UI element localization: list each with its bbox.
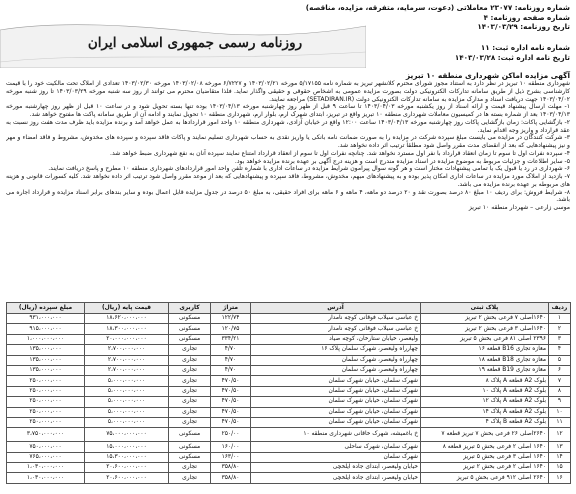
- cell-row-number: ۱۵: [549, 463, 571, 473]
- cell-address: شهرک سلمان، شهرک ساحلی: [251, 442, 421, 452]
- cell-plate: ۱۶۴۰اصلی ۷ فرعی بخش ۲ تبریز: [421, 314, 549, 324]
- column-header-area: متراژ: [211, 303, 251, 314]
- table-row: [7, 428, 571, 442]
- cell-usage: تجاری: [169, 417, 211, 427]
- notice-paragraph: ۶- شهرداری در رد یا قبول یک یا تمامی پیشنهادات مختار است و هر گونه سوال پیرامون شرایط مزایده در ساعات اداری با شماره تلفن واحد امور قراردادهای شهرداری منطقه ۱۰ مطرح و پاسخ دریافت نمایند.: [48, 165, 570, 173]
- cell-usage: مسکونی: [169, 334, 211, 344]
- cell-plate: مغازه تجاری B18 قطعه ۱۸: [421, 355, 549, 365]
- cell-base-price: ۱۸،۶۲۰،۰۰۰،۰۰۰: [85, 314, 169, 324]
- column-header-usage: کاربری: [169, 303, 211, 314]
- cell-usage: تجاری: [169, 386, 211, 396]
- cell-row-number: ۱۴: [549, 452, 571, 462]
- cell-base-price: ۲۰،۶۰۰،۰۰۰،۰۰۰: [85, 473, 169, 483]
- cell-row-number: ۱۶: [549, 473, 571, 483]
- cell-row-number: ۵: [549, 355, 571, 365]
- cell-address: چهارراه ولیعصر، شهرک سلمان: [251, 355, 421, 365]
- cell-plate: مغازه تجاری B16 قطعه ۱۶: [421, 345, 549, 355]
- cell-area: ۴۷۰/۵۰: [211, 397, 251, 407]
- cell-area: ۴۷۰/۵۰: [211, 386, 251, 396]
- cell-usage: مسکونی: [169, 442, 211, 452]
- cell-address: چهارراه ولیعصر، شهرک سلمان: [251, 365, 421, 375]
- properties-table-header: [7, 303, 571, 314]
- cell-usage: تجاری: [169, 473, 211, 483]
- table-row: [7, 334, 571, 344]
- cell-area: ۳۵۸/۸۰: [211, 473, 251, 483]
- cell-address: چهارراه ولیعصر، شهرک سلمان پلاک ۱۶: [251, 345, 421, 355]
- cell-usage: تجاری: [169, 407, 211, 417]
- cell-row-number: ۳: [549, 334, 571, 344]
- cell-usage: تجاری: [169, 376, 211, 386]
- cell-address: خیابان ولیعصر، ابتدای جاده ایلخچی: [251, 463, 421, 473]
- cell-area: ۳۳۴/۲۱: [211, 334, 251, 344]
- cell-base-price: ۲۰،۶۰۰،۰۰۰،۰۰۰: [85, 463, 169, 473]
- cell-plate: بلوک A2 قطعه A پلاک ۱۲: [421, 397, 549, 407]
- cell-plate: بلوک A2 قطعه A پلاک ۱۰: [421, 386, 549, 396]
- cell-area: ۴۷۰/۵۰: [211, 407, 251, 417]
- registration-letter-date: تاریخ نامه اداره ثبت: ۱۴۰۳/۰۳/۲۸: [454, 52, 570, 62]
- cell-deposit: ۱،۰۳۰،۰۰۰،۰۰۰: [7, 463, 85, 473]
- cell-deposit: ۲۵۰،۰۰۰،۰۰۰: [7, 397, 85, 407]
- cell-plate: ۱۶۴۰ اصلی ۲ فرعی بخش ۲ تبریز: [421, 463, 549, 473]
- cell-area: ۱۶۳/۰۰: [211, 452, 251, 462]
- cell-base-price: ۲،۷۰۰،۰۰۰،۰۰۰: [85, 345, 169, 355]
- notice-title: آگهی مزایده اماکن شهرداری منطقه ۱۰ تبریز: [405, 71, 570, 80]
- table-row: [7, 397, 571, 407]
- cell-address: شهرک سلمان، خیابان شهرک سلمان: [251, 407, 421, 417]
- table-row: [7, 376, 571, 386]
- cell-usage: تجاری: [169, 463, 211, 473]
- cell-usage: تجاری: [169, 345, 211, 355]
- cell-deposit: ۲۵۰،۰۰۰،۰۰۰: [7, 376, 85, 386]
- cell-area: ۱۲۰/۷۵: [211, 324, 251, 334]
- cell-deposit: ۲۵۰،۰۰۰،۰۰۰: [7, 386, 85, 396]
- table-row: [7, 355, 571, 365]
- cell-base-price: ۵،۰۰۰،۰۰۰،۰۰۰: [85, 397, 169, 407]
- table-row: [7, 386, 571, 396]
- newspaper-date: تاریخ روزنامه: ۱۴۰۳/۰۳/۲۹: [477, 22, 570, 32]
- cell-usage: مسکونی: [169, 324, 211, 334]
- table-row: [7, 365, 571, 375]
- cell-address: ولیعصر، خیابان ستارخان، کوچه صیاد: [251, 334, 421, 344]
- newspaper-number: شماره روزنامه: ۲۳۰۷۷ معاملاتی (دعوت، سرمایه، متفرقه، مزایده، مناقصه): [305, 3, 570, 12]
- cell-usage: تجاری: [169, 397, 211, 407]
- properties-table-body: [7, 314, 571, 484]
- notice-body: [6, 80, 570, 302]
- table-row: [7, 345, 571, 355]
- cell-address: شهرک سلمان، خیابان شهرک سلمان: [251, 386, 421, 396]
- cell-usage: مسکونی: [169, 452, 211, 462]
- notice-signature: موسی زارعی – شهردار منطقه ۱۰ تبریز: [468, 204, 570, 212]
- column-header-plate: پلاک ثبتی: [421, 303, 549, 314]
- table-row: [7, 314, 571, 324]
- cell-address: خ عباسی سیلاب فوقانی کوچه نامدار: [251, 314, 421, 324]
- cell-address: شهرک سلمان، خیابان شهرک سلمان: [251, 397, 421, 407]
- cell-plate: ۲۶۴۰اصلی ۲۶ فرعی بخش ۷ تبریز قطعه ۷: [421, 428, 549, 442]
- cell-plate: ۲۳۹۶ اصلی ۸۱ فرعی بخش ۵ تبریز: [421, 334, 549, 344]
- cell-row-number: ۷: [549, 376, 571, 386]
- cell-plate: بلوک A2 قطعه B پلاک ۴: [421, 417, 549, 427]
- registration-meta: [270, 43, 570, 62]
- cell-deposit: ۷۶۵،۰۰۰،۰۰۰: [7, 452, 85, 462]
- notice-paragraph: ۱- مهلت ارسال پیشنهاد قیمت و ارائه اسناد از روز یکشنبه مورخه ۱۴۰۳/۰۴/۰۳ تا ساعت ۹ قبل از ظهر روز چهارشنبه مورخه ۱۴۰۳/۰۴/۱۳ بوده تنها بسته تحویل شود و در ساعت ۱۰ قبل از ظهر روز چهارشنبه مورخه ۱۴۰۳/۰۴/۱۳ بعد از شماره بسته ها در کمیسیون معاملات شهرداری منطقه ۱۰ تبریز واقع در تبریز، ابتدای شهرک ارم، بلوار ارم، شهرداری منطقه ۱۰ تحویل نمایند و ادامه آن از طریق سامانه پاکت ها مفتوح خواهد شد.: [6, 103, 570, 119]
- cell-base-price: ۲،۷۰۰،۰۰۰،۰۰۰: [85, 365, 169, 375]
- cell-area: ۴۷۰/۵۰: [211, 376, 251, 386]
- cell-area: ۳۵۸/۸۰: [211, 463, 251, 473]
- cell-row-number: ۸: [549, 386, 571, 396]
- table-row: [7, 473, 571, 483]
- cell-usage: تجاری: [169, 365, 211, 375]
- cell-area: ۱۲۲/۷۴: [211, 314, 251, 324]
- cell-plate: ۱۶۴۰اصلی ۳ فرعی بخش ۲ تبریز: [421, 324, 549, 334]
- cell-plate: ۲۶۴۰ اصلی ۹۱۲ فرعی بخش ۵ تبریز: [421, 473, 549, 483]
- notice-paragraph: ۴- سپرده نفرات اول تا سوم تا زمان انعقاد قرارداد با نفر اول مسترد نخواهد شد. چنانچه نفرات اول تا سوم از انعقاد قرارداد امتناع نمایند سپرده آنان به نفع شهرداری ضبط خواهد شد.: [110, 149, 570, 157]
- cell-base-price: ۵،۰۰۰،۰۰۰،۰۰۰: [85, 386, 169, 396]
- cell-area: ۴۷۰/۵۰: [211, 417, 251, 427]
- cell-address: خ باغمیشه، شهرک خاقانی شهرداری منطقه ۱۰: [251, 428, 421, 442]
- cell-row-number: ۱۳: [549, 442, 571, 452]
- cell-deposit: ۹۳۱،۰۰۰،۰۰۰: [7, 314, 85, 324]
- column-header-base-price: قیمت پایه (ریال): [85, 303, 169, 314]
- cell-area: ۴/۷۰: [211, 345, 251, 355]
- properties-table: [6, 302, 571, 484]
- cell-row-number: ۹: [549, 397, 571, 407]
- notice-paragraph: شهرداری منطقه ۱۰ تبریز در نظر دارد به استناد مجوز شورای محترم کلانشهر تبریز به شماره نامه ۵/۱۷۱۵۵ مورخه ۱۴۰۳/۰۲/۲۱ و ۶/۷۲۲۷ مورخه ۱۴۰۳/۰۲/۰۸ مورخه ۱۴۰۳/۰۲/۳۰ تعدادی از املاک تحت مالکیت خود را با قیمت کارشناسی بشرح ذیل از طریق سامانه تدارکات الکترونیکی دولت بصورت مزایده عمومی به اشخاص حقوقی و حقیقی واگذار نماید. فلذا متقاضیان محترم می توانند از روز سه شنبه مورخه ۱۴۰۳/۰۳/۲۹ تا روز شنبه مورخه ۱۴۰۳/۰۴/۰۲ جهت دریافت اسناد و مدارک مزایده به سامانه تدارکات الکترونیکی دولت (SETADIRAN.IR) مراجعه نمایند.: [6, 80, 570, 103]
- cell-deposit: ۷۵۰،۰۰۰،۰۰۰: [7, 442, 85, 452]
- column-header-row: ردیف: [549, 303, 571, 314]
- cell-row-number: ۶: [549, 365, 571, 375]
- cell-deposit: ۲۵۰،۰۰۰،۰۰۰: [7, 417, 85, 427]
- cell-area: ۴/۷۰: [211, 355, 251, 365]
- gazette-title: روزنامه رسمی جمهوری اسلامی ایران: [87, 35, 303, 51]
- cell-row-number: ۴: [549, 345, 571, 355]
- cell-row-number: ۱: [549, 314, 571, 324]
- cell-usage: تجاری: [169, 355, 211, 365]
- cell-row-number: ۱۲: [549, 428, 571, 442]
- cell-row-number: ۱۱: [549, 417, 571, 427]
- cell-base-price: ۱۸،۳۰۰،۰۰۰،۰۰۰: [85, 324, 169, 334]
- notice-paragraph: ۷- بازدید از املاک مورد مزایده در ساعات اداری امکان پذیر بوده و به پیشنهادهای مبهم، مخدوش، مشروط، فاقد سپرده و پیشنهادهایی که بعد از موعد مقرر واصل شود ترتیب اثر داده نخواهد شد. کلیه کسورات قانونی و هزینه های مربوطه بر عهده برنده مزایده می باشد.: [6, 173, 570, 188]
- cell-plate: ۱۶۴۰ اصلی ۲ فرعی بخش ۵ تبریز قطعه ۸: [421, 442, 549, 452]
- cell-area: ۱۶۰/۰۰: [211, 442, 251, 452]
- table-row: [7, 452, 571, 462]
- cell-deposit: ۱،۰۳۰،۰۰۰،۰۰۰: [7, 473, 85, 483]
- cell-base-price: ۵،۰۰۰،۰۰۰،۰۰۰: [85, 407, 169, 417]
- cell-row-number: ۱۰: [549, 407, 571, 417]
- cell-address: خ عباسی سیلاب فوقانی کوچه نامدار: [251, 324, 421, 334]
- cell-base-price: ۱۵،۰۰۰،۰۰۰،۰۰۰: [85, 442, 169, 452]
- cell-deposit: ۳،۷۵۰،۰۰۰،۰۰۰: [7, 428, 85, 442]
- cell-address: شهرک سلمان، خیابان شهرک سلمان: [251, 417, 421, 427]
- cell-base-price: ۱۵،۳۰۰،۰۰۰،۰۰۰: [85, 452, 169, 462]
- notice-paragraph: ۳- شرکت کنندگان در مزایده می بایست مبلغ سپرده شرکت در مزایده را به صورت ضمانت نامه بانکی یا واریز نقدی به حساب شهرداری تسلیم نمایند و پاکات فاقد سپرده و سپرده های مخدوش، مشروط و فاقد امضاء و مهر و نیز پیشنهادهایی که بعد از انقضای مدت مقرر واصل شود مطلقاً ترتیب اثر داده نخواهد شد.: [6, 134, 570, 150]
- table-row: [7, 463, 571, 473]
- cell-base-price: ۲۰،۰۰۰،۰۰۰،۰۰۰: [85, 334, 169, 344]
- cell-plate: بلوک A2 قطعه A پلاک ۱۴: [421, 407, 549, 417]
- cell-plate: مغازه تجاری B19 قطعه ۱۹: [421, 365, 549, 375]
- cell-plate: بلوک A2 قطعه A پلاک ۸: [421, 376, 549, 386]
- cell-base-price: ۵،۰۰۰،۰۰۰،۰۰۰: [85, 376, 169, 386]
- cell-usage: مسکونی: [169, 428, 211, 442]
- cell-deposit: ۹۱۵،۰۰۰،۰۰۰: [7, 324, 85, 334]
- cell-deposit: ۱۳۵،۰۰۰،۰۰۰: [7, 365, 85, 375]
- notice-paragraph: ۲- بازگشایی پاکات: زمان بازگشایی پاکات روز چهارشنبه مورخه ۱۴۰۳/۰۴/۱۳ ساعت ۱۲:۰۰ واقع در خیابان آزادی، شهرداری منطقه ۱۰ واحد امور قراردادها به عمل خواهد آمد و برنده مزایده باید ظرف مدت هفت روز نسبت به عقد قرارداد و واریز وجه اقدام نماید.: [6, 118, 570, 134]
- table-row: [7, 442, 571, 452]
- cell-deposit: ۲۵۰،۰۰۰،۰۰۰: [7, 407, 85, 417]
- cell-base-price: ۵،۰۰۰،۰۰۰،۰۰۰: [85, 417, 169, 427]
- cell-row-number: ۲: [549, 324, 571, 334]
- cell-deposit: ۱۳۵،۰۰۰،۰۰۰: [7, 345, 85, 355]
- newspaper-page-number: شماره صفحه روزنامه: ۴: [483, 12, 570, 22]
- cell-usage: مسکونی: [169, 314, 211, 324]
- table-row: [7, 417, 571, 427]
- column-header-deposit: مبلغ سپرده (ریال): [7, 303, 85, 314]
- cell-base-price: ۷۵،۰۰۰،۰۰۰،۰۰۰: [85, 428, 169, 442]
- cell-area: ۲۵۰/۰۰: [211, 428, 251, 442]
- notice-paragraph: ۵- سایر اطلاعات و جزئیات مربوط به موضوع مزایده در اسناد مزایده مندرج است و هزینه درج آگهی بر عهده برنده مزایده خواهد بود.: [234, 157, 570, 165]
- registration-letter-number: شماره نامه اداره ثبت: ۱۱: [480, 43, 570, 52]
- cell-deposit: ۱۳۵،۰۰۰،۰۰۰: [7, 355, 85, 365]
- cell-address: شهرک سلمان: [251, 452, 421, 462]
- cell-area: ۴/۷۰: [211, 365, 251, 375]
- cell-address: شهرک سلمان، خیابان شهرک سلمان: [251, 376, 421, 386]
- cell-deposit: ۱،۰۰۰،۰۰۰،۰۰۰: [7, 334, 85, 344]
- table-row: [7, 407, 571, 417]
- column-header-address: آدرس: [251, 303, 421, 314]
- notice-paragraph: ۸- شرایط فروش: برای ردیف ۱۰ مبلغ ۸۰ درصد بصورت نقد و ۲۰ درصد دو ماهه، ۴ ماهه و ۶ ماهه برای افراد حقیقی، به مبلغ ۵۰ درصد در جدول مزایده قابل اعمال بوده و سایر بندهای برابر اسناد مزایده و قرارداد اجاره می باشد.: [6, 188, 570, 204]
- cell-address: خیابان ولیعصر، ابتدای جاده ایلخچی: [251, 473, 421, 483]
- table-row: [7, 324, 571, 334]
- cell-plate: ۱۶۴۰ اصلی ۳ فرعی بخش ۵ تبریز: [421, 452, 549, 462]
- cell-base-price: ۲،۷۰۰،۰۰۰،۰۰۰: [85, 355, 169, 365]
